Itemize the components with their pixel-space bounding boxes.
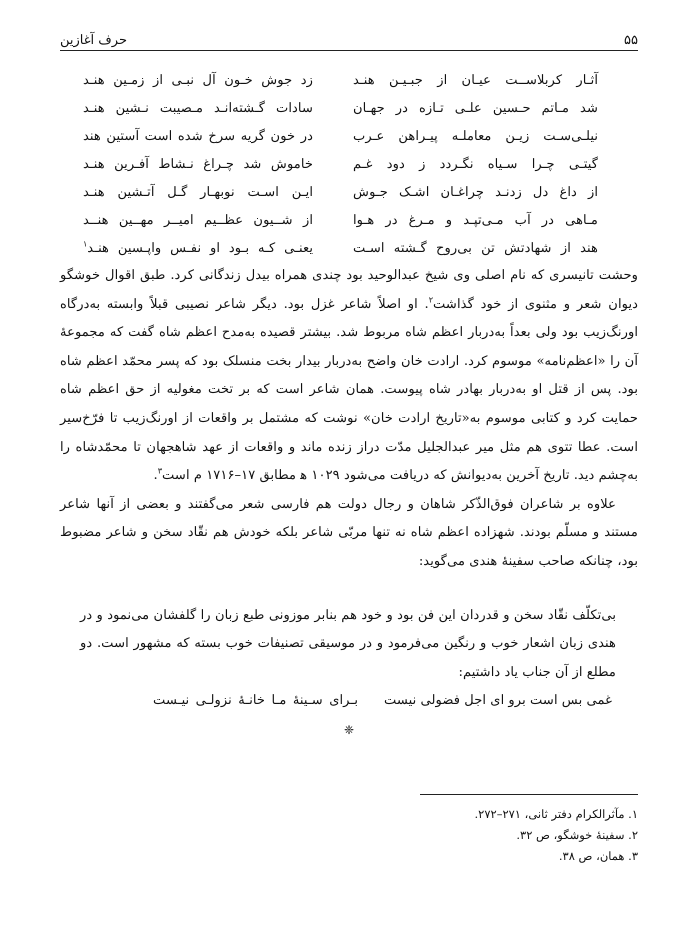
poem-hemistich-left: زد جوش خـون آل نبـی از زمـین هنـد xyxy=(83,72,313,88)
poem-couplet xyxy=(60,206,638,234)
poem-hemistich-right: شد مـاتم حـسین علـی تـازه در جهـان xyxy=(353,100,598,116)
paragraph-1-part-3: . xyxy=(153,468,158,484)
footnote-ref-1[interactable]: ۱ xyxy=(83,239,88,249)
poem-hemistich-left: سادات گـشته‌انـد مـصیبت نـشین هنـد xyxy=(83,100,313,116)
body-text xyxy=(60,262,638,577)
footnote-ref-2[interactable]: ۲ xyxy=(428,295,433,305)
footnote-item: ۱. مآثرالکرام دفتر ثانی، ۲۷۱–۲۷۲. xyxy=(474,807,638,821)
poem-couplet xyxy=(60,66,638,94)
paragraph-1-part-1: وحشت تانیسری که نام اصلی وی شیخ عبدالوحید بود چندی همراه بیدل زندگانی کرد. طبق اقوال خوشگو دیوان شعر و مثنوی از خود گذاشت xyxy=(60,268,638,312)
paragraph-1 xyxy=(60,262,638,491)
page-header xyxy=(60,26,638,48)
poem-hemistich-right: نیلـی‌سـت زیـن معاملـه پیـراهن عـرب xyxy=(353,128,598,144)
paragraph-1-part-2: . او اصلاً شاعر غزل بود. دیگر شاعر نصیبی قبلاً وابسته به‌درگاه اورنگ‌زیب بود ولی بعداً به‌دربار اعظم شاه مربوط شد. بیشتر قصیده به‌مدح اعظم شاه گفت که مجموعهٔ آن را «اعظم‌نامه» موسوم کرد. ارادت خان واضح به‌دربار بیدار بخت منسلک بود که پسر محمّد اعظم شاه بود. پس از قتل او به‌دربار بهادر شاه پیوست. همان شاعر است که بر تخت مغولیه از حق اعظم شاه حمایت کرد و کتابی موسوم به«تاریخ ارادت خان» نوشت که مشتمل بر واقعات از اورنگ‌زیب تا فرّخ‌سیر است. عطا تتوی هم مثل میر عبدالجلیل مدّت دراز زنده ماند و واقعات از عهد شاهجهان تا محمّدشاه را به‌چشم دید. تاریخ آخرین به‌دیوانش که دریافت می‌شود ۱۰۲۹ ﻫ مطابق ۱۷–۱۷۱۶ م است xyxy=(60,296,638,484)
running-title: حرف آغازین xyxy=(60,33,127,48)
poem-hemistich-left: ایـن اسـت نوبهـار گـل آتـشین هنـد xyxy=(83,184,313,200)
quote-hemistich-left: بـرای سـینهٔ مـا خانـهٔ نزولـی نیـست xyxy=(153,692,358,708)
footnote-rule xyxy=(420,794,638,795)
poem-hemistich-right: از داغ دل زدنـد چراغـان اشـک جـوش xyxy=(353,184,598,200)
poem-hemistich-right: گیتـی چـرا سـیاه نگـردد ز دود غـم xyxy=(353,156,598,172)
poem-couplet xyxy=(60,178,638,206)
poem-hemistich-left-with-note xyxy=(83,241,313,256)
quote-couplet xyxy=(60,686,638,714)
poem-hemistich-right: هند از شهادتش تن بی‌روح گـشته اسـت xyxy=(353,240,598,256)
poem-hemistich-left: از شــیون عظــیم امیــر مهــین هنــد xyxy=(83,212,313,228)
poem-hemistich-right: مـاهی در آب مـی‌تپـد و مـرغ در هـوا xyxy=(353,212,598,228)
footnote-ref-3[interactable]: ۳ xyxy=(157,466,162,476)
section-ornament: ❈ xyxy=(343,723,355,737)
poem-couplet xyxy=(60,94,638,122)
poem-hemistich-right: آثـار کربلاســت عیـان از جبـیـن هنـد xyxy=(353,72,598,88)
paragraph-2: علاوه بر شاعران فوق‌الذّکر شاهان و رجال دولت هم فارسی شعر می‌گفتند و بعضی از آنها شاعر مستند و مسلّم بودند. شهزاده اعظم شاه نه تنها مربّی شاعر بلکه خودش هم نقّاد سخن و شاعر مضبوط بود، چنانکه صاحب سفینهٔ هندی می‌گوید: xyxy=(60,496,638,569)
block-quote: بی‌تکلّف نقّاد سخن و قدردان این فن بود و خود هم بنابر موزونی طبع زبان را گلفشان می‌نمود و در هندی زبان اشعار خوب و رنگین می‌فرمود و در موسیقی تصنیفات خوب بسته که مشهور است. دو مطلع از آن جناب یاد داشتیم: xyxy=(80,608,616,680)
poem-couplet xyxy=(60,122,638,150)
footnote-item: ۲. سفینهٔ خوشگو، ص ۳۲. xyxy=(516,828,638,842)
footnote-item: ۳. همان، ص ۳۸. xyxy=(558,849,638,863)
poem-block xyxy=(60,66,638,262)
quote-hemistich-right: غمی بس است برو ای اجل فضولی نیست xyxy=(383,692,612,708)
page-number: ۵۵ xyxy=(624,33,638,48)
poem-hemistich-left: خاموش شد چـراغ نـشاط آفـرین هنـد xyxy=(83,156,313,172)
poem-couplet xyxy=(60,234,638,262)
poem-hemistich-left: در خون گریه سرخ شده است آستین هند xyxy=(83,128,313,144)
poem-couplet xyxy=(60,150,638,178)
poem-hemistich-left: یعنـی کـه بـود او نفـس واپـسین هنـد xyxy=(87,240,313,256)
footnotes xyxy=(60,804,638,867)
header-rule xyxy=(60,50,638,51)
